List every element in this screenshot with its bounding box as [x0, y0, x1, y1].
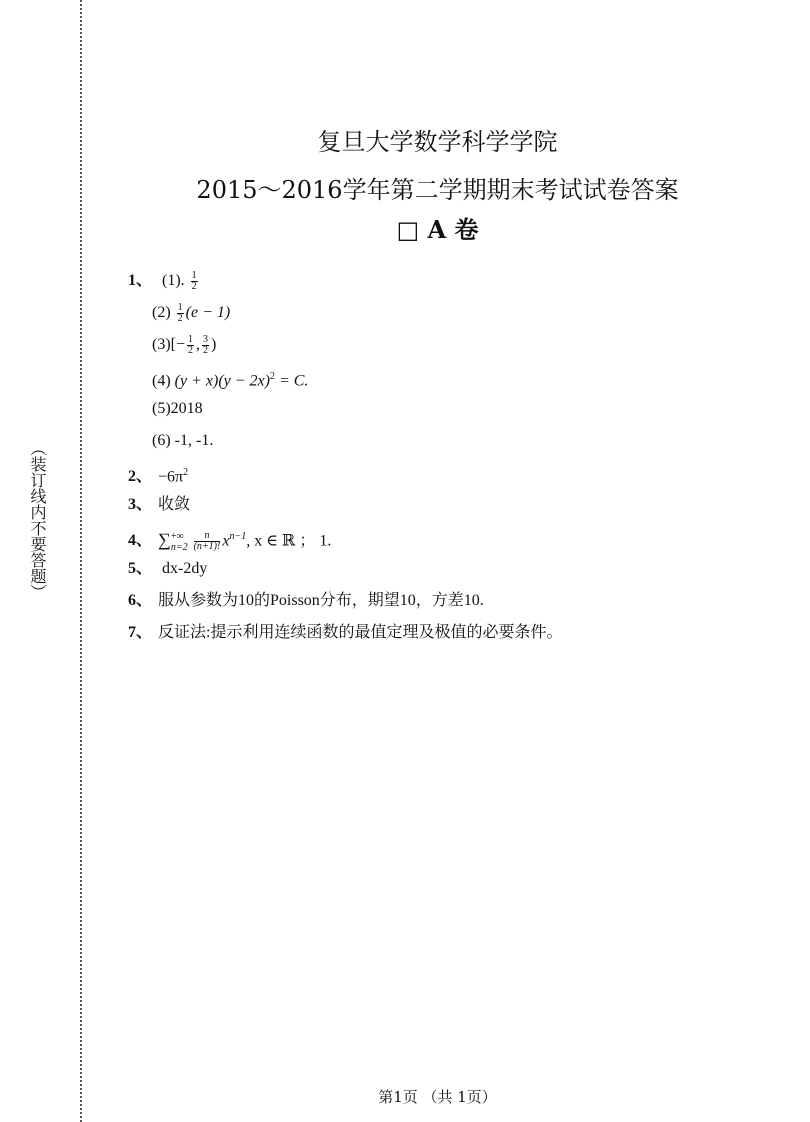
answer-1-3: (3)[− $\frac{1}{2}$ , $\frac{3}{2}$ ) — [152, 333, 217, 356]
answer-1 — [128, 266, 562, 298]
answer-text: 服从参数为10的Poisson分布，期望10，方差10. — [158, 592, 484, 609]
answer-text: , x ∈ ℝ ； 1. — [246, 532, 332, 550]
sum-limits: +∞ n=2 — [170, 530, 188, 553]
answer-number: 4、 — [128, 532, 153, 550]
answer-1-5 — [128, 394, 562, 426]
part-label: (2) — [152, 304, 171, 321]
part-label: (4) — [152, 372, 171, 390]
answer-1-2 — [128, 298, 562, 330]
answer-4: 4、 ∑ +∞ n=2 $\frac{n}{(n+1)!}$ $x^{n-1}$, x ∈ ℝ ； 1. — [128, 522, 562, 554]
answers — [128, 266, 562, 650]
binding-dotted-line — [80, 0, 82, 1122]
answer-number: 2、 — [128, 468, 153, 486]
expression: (y + x)(y − 2x) — [174, 372, 270, 390]
answer-text: 反证法:提示利用连续函数的最值定理及极值的必要条件。 — [158, 624, 563, 641]
answer-number: 5、 — [128, 560, 153, 577]
expression: (e − 1) — [185, 304, 231, 321]
part-label: (5)2018 — [152, 400, 203, 417]
fraction: $\frac{3}{2}$ — [203, 333, 209, 356]
fraction: $\frac{1}{2}$ — [188, 333, 194, 356]
part-label: (1). — [162, 272, 185, 289]
exam-title: 2015～2016学年第二学期期末考试试卷答案 — [196, 176, 679, 204]
answer-text: −6π — [158, 468, 184, 486]
page-footer: 第1页 （共 1页） — [378, 1088, 497, 1106]
part-label: (3)[− — [152, 336, 186, 353]
answer-text: dx-2dy — [162, 560, 208, 577]
answer-number: 1、 — [128, 272, 153, 289]
fraction: $\frac{n}{(n+1)!}$ — [193, 530, 221, 553]
fraction: $\frac{1}{2}$ — [177, 301, 183, 324]
answer-3 — [128, 490, 562, 522]
answer-6 — [128, 586, 562, 618]
fraction: $\frac{1}{2}$ — [191, 269, 197, 292]
answer-7 — [128, 618, 562, 650]
answer-1-6 — [128, 426, 562, 458]
answer-number: 3、 — [128, 496, 153, 513]
answer-5 — [128, 554, 562, 586]
paper-label: □ A 卷 — [396, 215, 479, 244]
answer-text: 收敛 — [158, 496, 191, 513]
binding-note: （装订线内不要答题） — [28, 440, 47, 600]
part-label: (6) -1, -1. — [152, 432, 214, 449]
answer-2: 2、 $-6\pi^2$ — [128, 458, 562, 490]
sum-symbol: ∑ — [158, 529, 171, 550]
school-title: 复旦大学数学科学学院 — [317, 128, 558, 156]
answer-number: 7、 — [128, 624, 153, 641]
answer-1-4: (4) $(y + x)(y - 2x)^2 = C$. — [152, 371, 309, 390]
answer-number: 6、 — [128, 592, 153, 609]
